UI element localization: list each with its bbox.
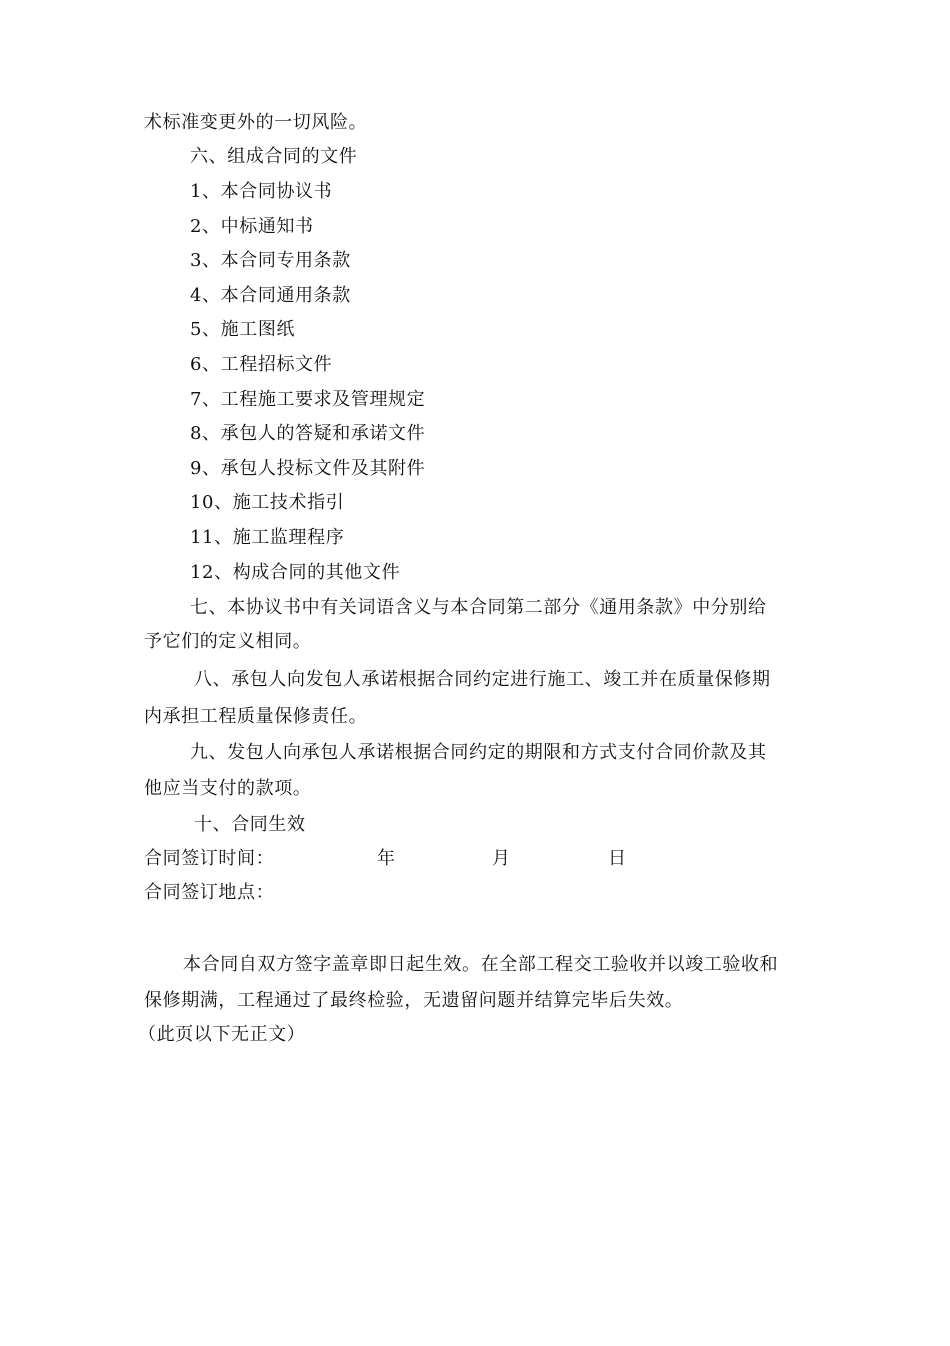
list-item: 6、工程招标文件	[190, 354, 333, 375]
month-label: 月	[492, 848, 510, 869]
list-item: 4、本合同通用条款	[190, 285, 351, 306]
day-label: 日	[608, 848, 626, 869]
year-label: 年	[377, 848, 395, 869]
effect-line-2: 保修期满，工程通过了最终检验，无遗留问题并结算完毕后失效。	[144, 990, 684, 1011]
section-8-line-1: 八、承包人向发包人承诺根据合同约定进行施工、竣工并在质量保修期	[194, 669, 771, 690]
list-item: 9、承包人投标文件及其附件	[190, 458, 426, 479]
end-note: （此页以下无正文）	[138, 1024, 306, 1045]
list-item: 10、施工技术指引	[190, 492, 345, 513]
section-8-line-2: 内承担工程质量保修责任。	[144, 706, 368, 727]
list-item: 2、中标通知书	[190, 216, 314, 237]
list-item: 11、施工监理程序	[190, 527, 345, 548]
list-item: 5、施工图纸	[190, 319, 296, 340]
sign-place-label: 合同签订地点：	[144, 882, 275, 903]
section-7-line-2: 予它们的定义相同。	[144, 631, 312, 652]
paragraph-continuation: 术标准变更外的一切风险。	[144, 112, 368, 133]
section-7-line-1: 七、本协议书中有关词语含义与本合同第二部分《通用条款》中分别给	[190, 597, 767, 618]
section-10-heading: 十、合同生效	[194, 814, 306, 835]
sign-time-label: 合同签订时间：	[144, 848, 275, 869]
list-item: 12、构成合同的其他文件	[190, 562, 401, 583]
section-9-line-1: 九、发包人向承包人承诺根据合同约定的期限和方式支付合同价款及其	[190, 742, 767, 763]
effect-line-1: 本合同自双方签字盖章即日起生效。在全部工程交工验收并以竣工验收和	[183, 954, 779, 975]
list-item: 3、本合同专用条款	[190, 250, 351, 271]
section-6-heading: 六、组成合同的文件	[190, 146, 358, 167]
list-item: 8、承包人的答疑和承诺文件	[190, 423, 426, 444]
section-9-line-2: 他应当支付的款项。	[144, 778, 312, 799]
list-item: 7、工程施工要求及管理规定	[190, 389, 426, 410]
list-item: 1、本合同协议书	[190, 181, 333, 202]
